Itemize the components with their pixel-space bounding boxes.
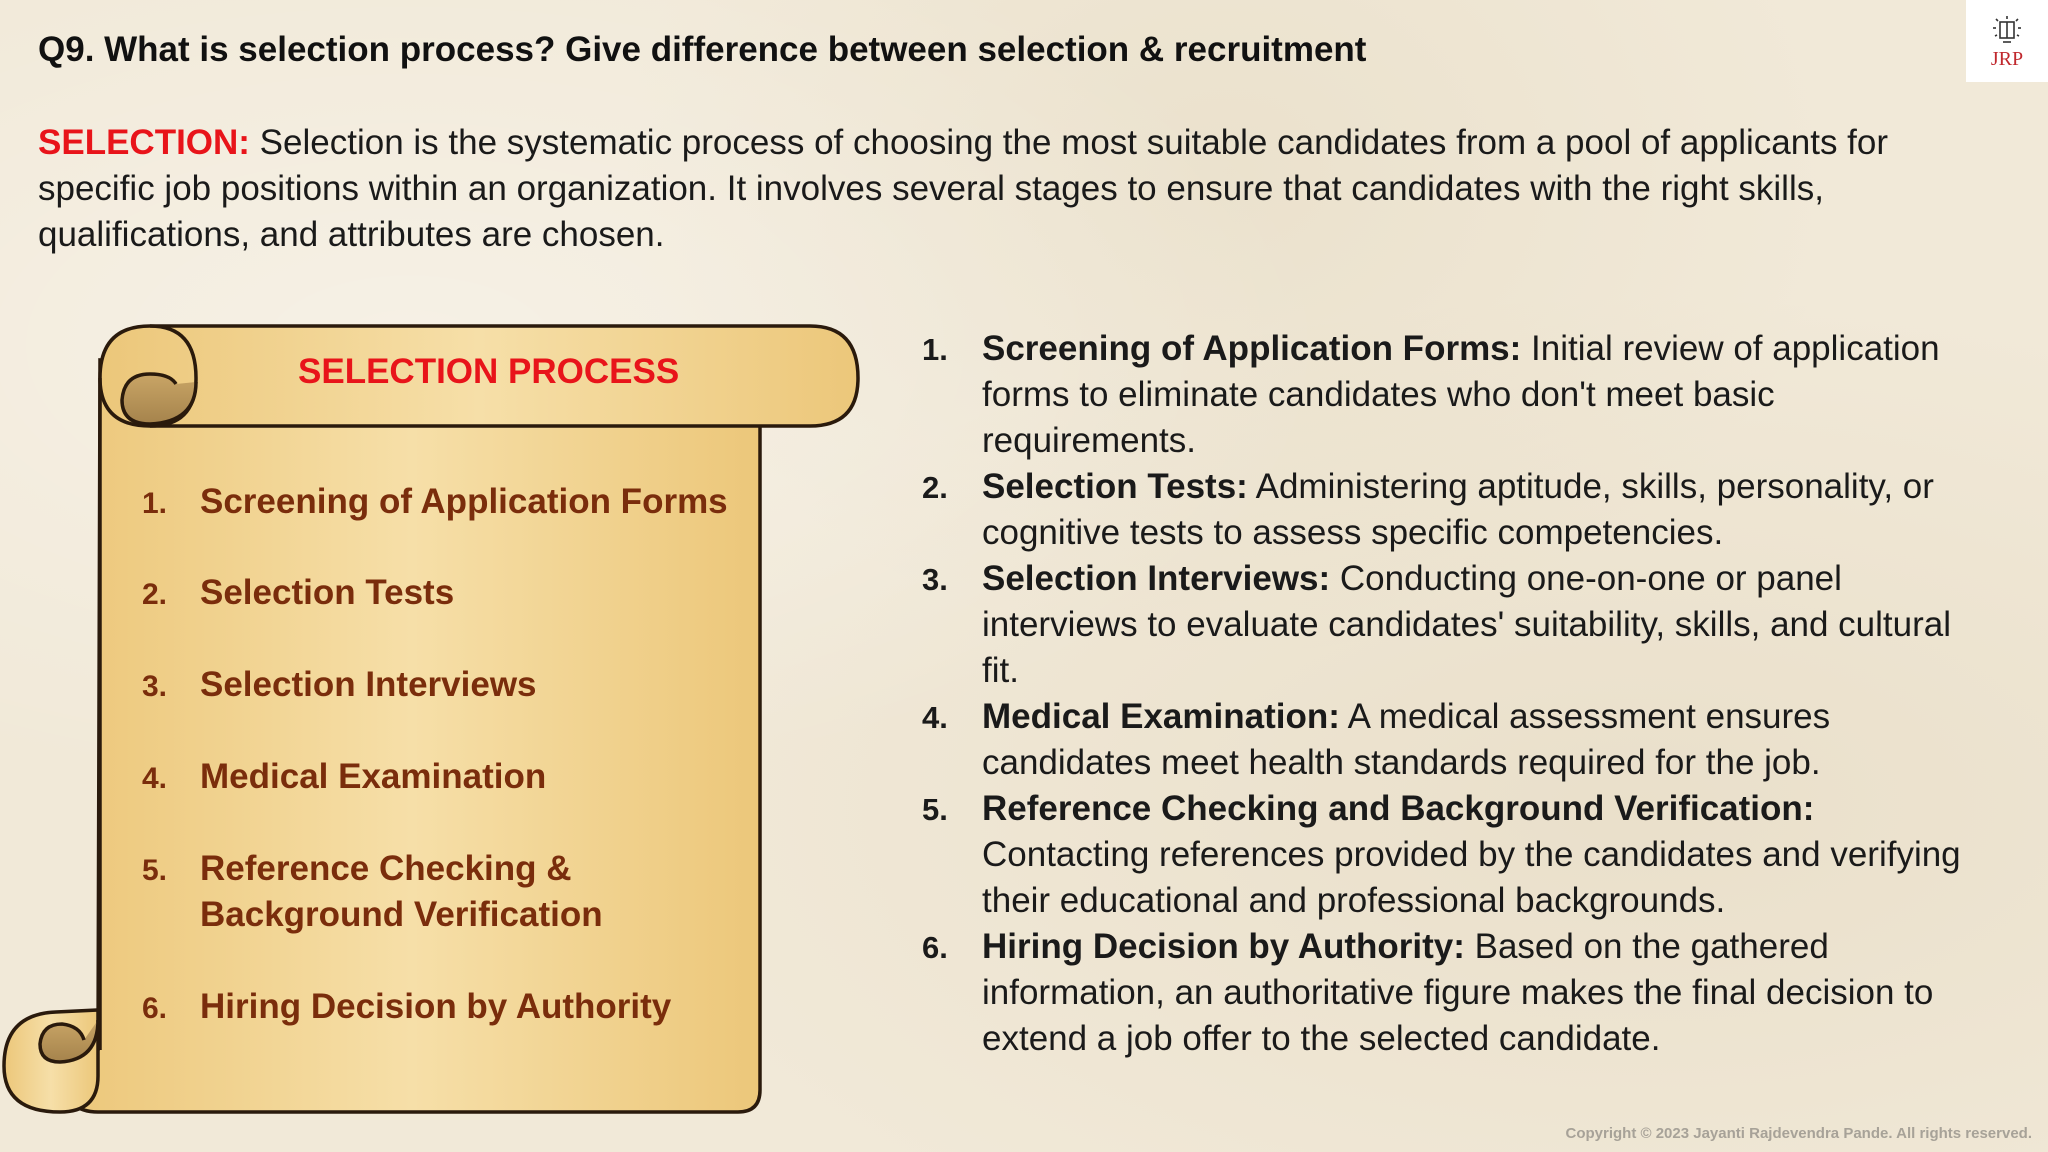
scroll-item-label: Selection Interviews [200,665,537,704]
selection-definition [38,120,1968,258]
detail-item [920,556,1980,694]
jrp-logo [1966,0,2048,82]
detail-heading: Selection Tests: [982,467,1248,506]
detail-text: Based on the gathered information, an authoritative figure makes the final decision to extend a job offer to the selected candidate. [982,927,1934,1058]
scroll-item-number: 4. [142,762,168,795]
process-details-list [920,326,1980,1062]
detail-number: 5. [922,792,948,827]
copyright-notice: Copyright © 2023 Jayanti Rajdevendra Pande. All rights reserved. [1565,1125,2032,1142]
detail-item [920,464,1980,556]
logo-text: JRP [1990,48,2024,70]
detail-heading: Hiring Decision by Authority: [982,927,1465,966]
detail-item [920,326,1980,464]
scroll-item-label-line2: Background Verification [200,895,603,934]
detail-number: 2. [922,470,948,505]
detail-text: Contacting references provided by the candidates and verifying their educational and professional backgrounds. [982,835,1961,920]
scroll-item-label: Selection Tests [200,573,455,612]
detail-heading: Selection Interviews: [982,559,1331,598]
detail-text: Conducting one-on-one or panel interviews to evaluate candidates' suitability, skills, and cultural fit. [982,559,1952,690]
detail-number: 6. [922,930,948,965]
scroll-item-label: Medical Examination [200,757,547,796]
detail-heading: Screening of Application Forms: [982,329,1522,368]
slide-title: Q9. What is selection process? Give difference between selection & recruitment [38,30,1367,69]
detail-number: 3. [922,562,948,597]
detail-number: 1. [922,332,948,367]
scroll-item-number: 5. [142,854,168,887]
scroll-item-label: Hiring Decision by Authority [200,987,672,1026]
scroll-item-number: 2. [142,578,168,611]
scroll-title: SELECTION PROCESS [298,352,680,391]
detail-text: Administering aptitude, skills, personality, or cognitive tests to assess specific competencies. [982,467,1934,552]
detail-heading: Reference Checking and Background Verification: [982,789,1815,828]
book-lamp-icon [1985,13,2029,49]
scroll-item-number: 3. [142,670,168,703]
detail-number: 4. [922,700,948,735]
selection-definition-text: Selection is the systematic process of choosing the most suitable candidates from a pool of applicants for specific job positions within an organization. It involves several stages to ensure that candidates with the right skills, qualifications, and attributes are chosen. [38,123,1889,254]
detail-item [920,924,1980,1062]
detail-heading: Medical Examination: [982,697,1340,736]
detail-text: Initial review of application forms to eliminate candidates who don't meet basic requirements. [982,329,1940,460]
scroll-item-label: Screening of Application Forms [200,482,728,521]
scroll-item-number: 1. [142,487,168,520]
detail-item [920,786,1980,924]
detail-item [920,694,1980,786]
scroll-item-label: Reference Checking & [200,849,572,888]
scroll-item-number: 6. [142,992,168,1025]
selection-keyword: SELECTION: [38,123,250,162]
detail-text: A medical assessment ensures candidates meet health standards required for the job. [982,697,1831,782]
